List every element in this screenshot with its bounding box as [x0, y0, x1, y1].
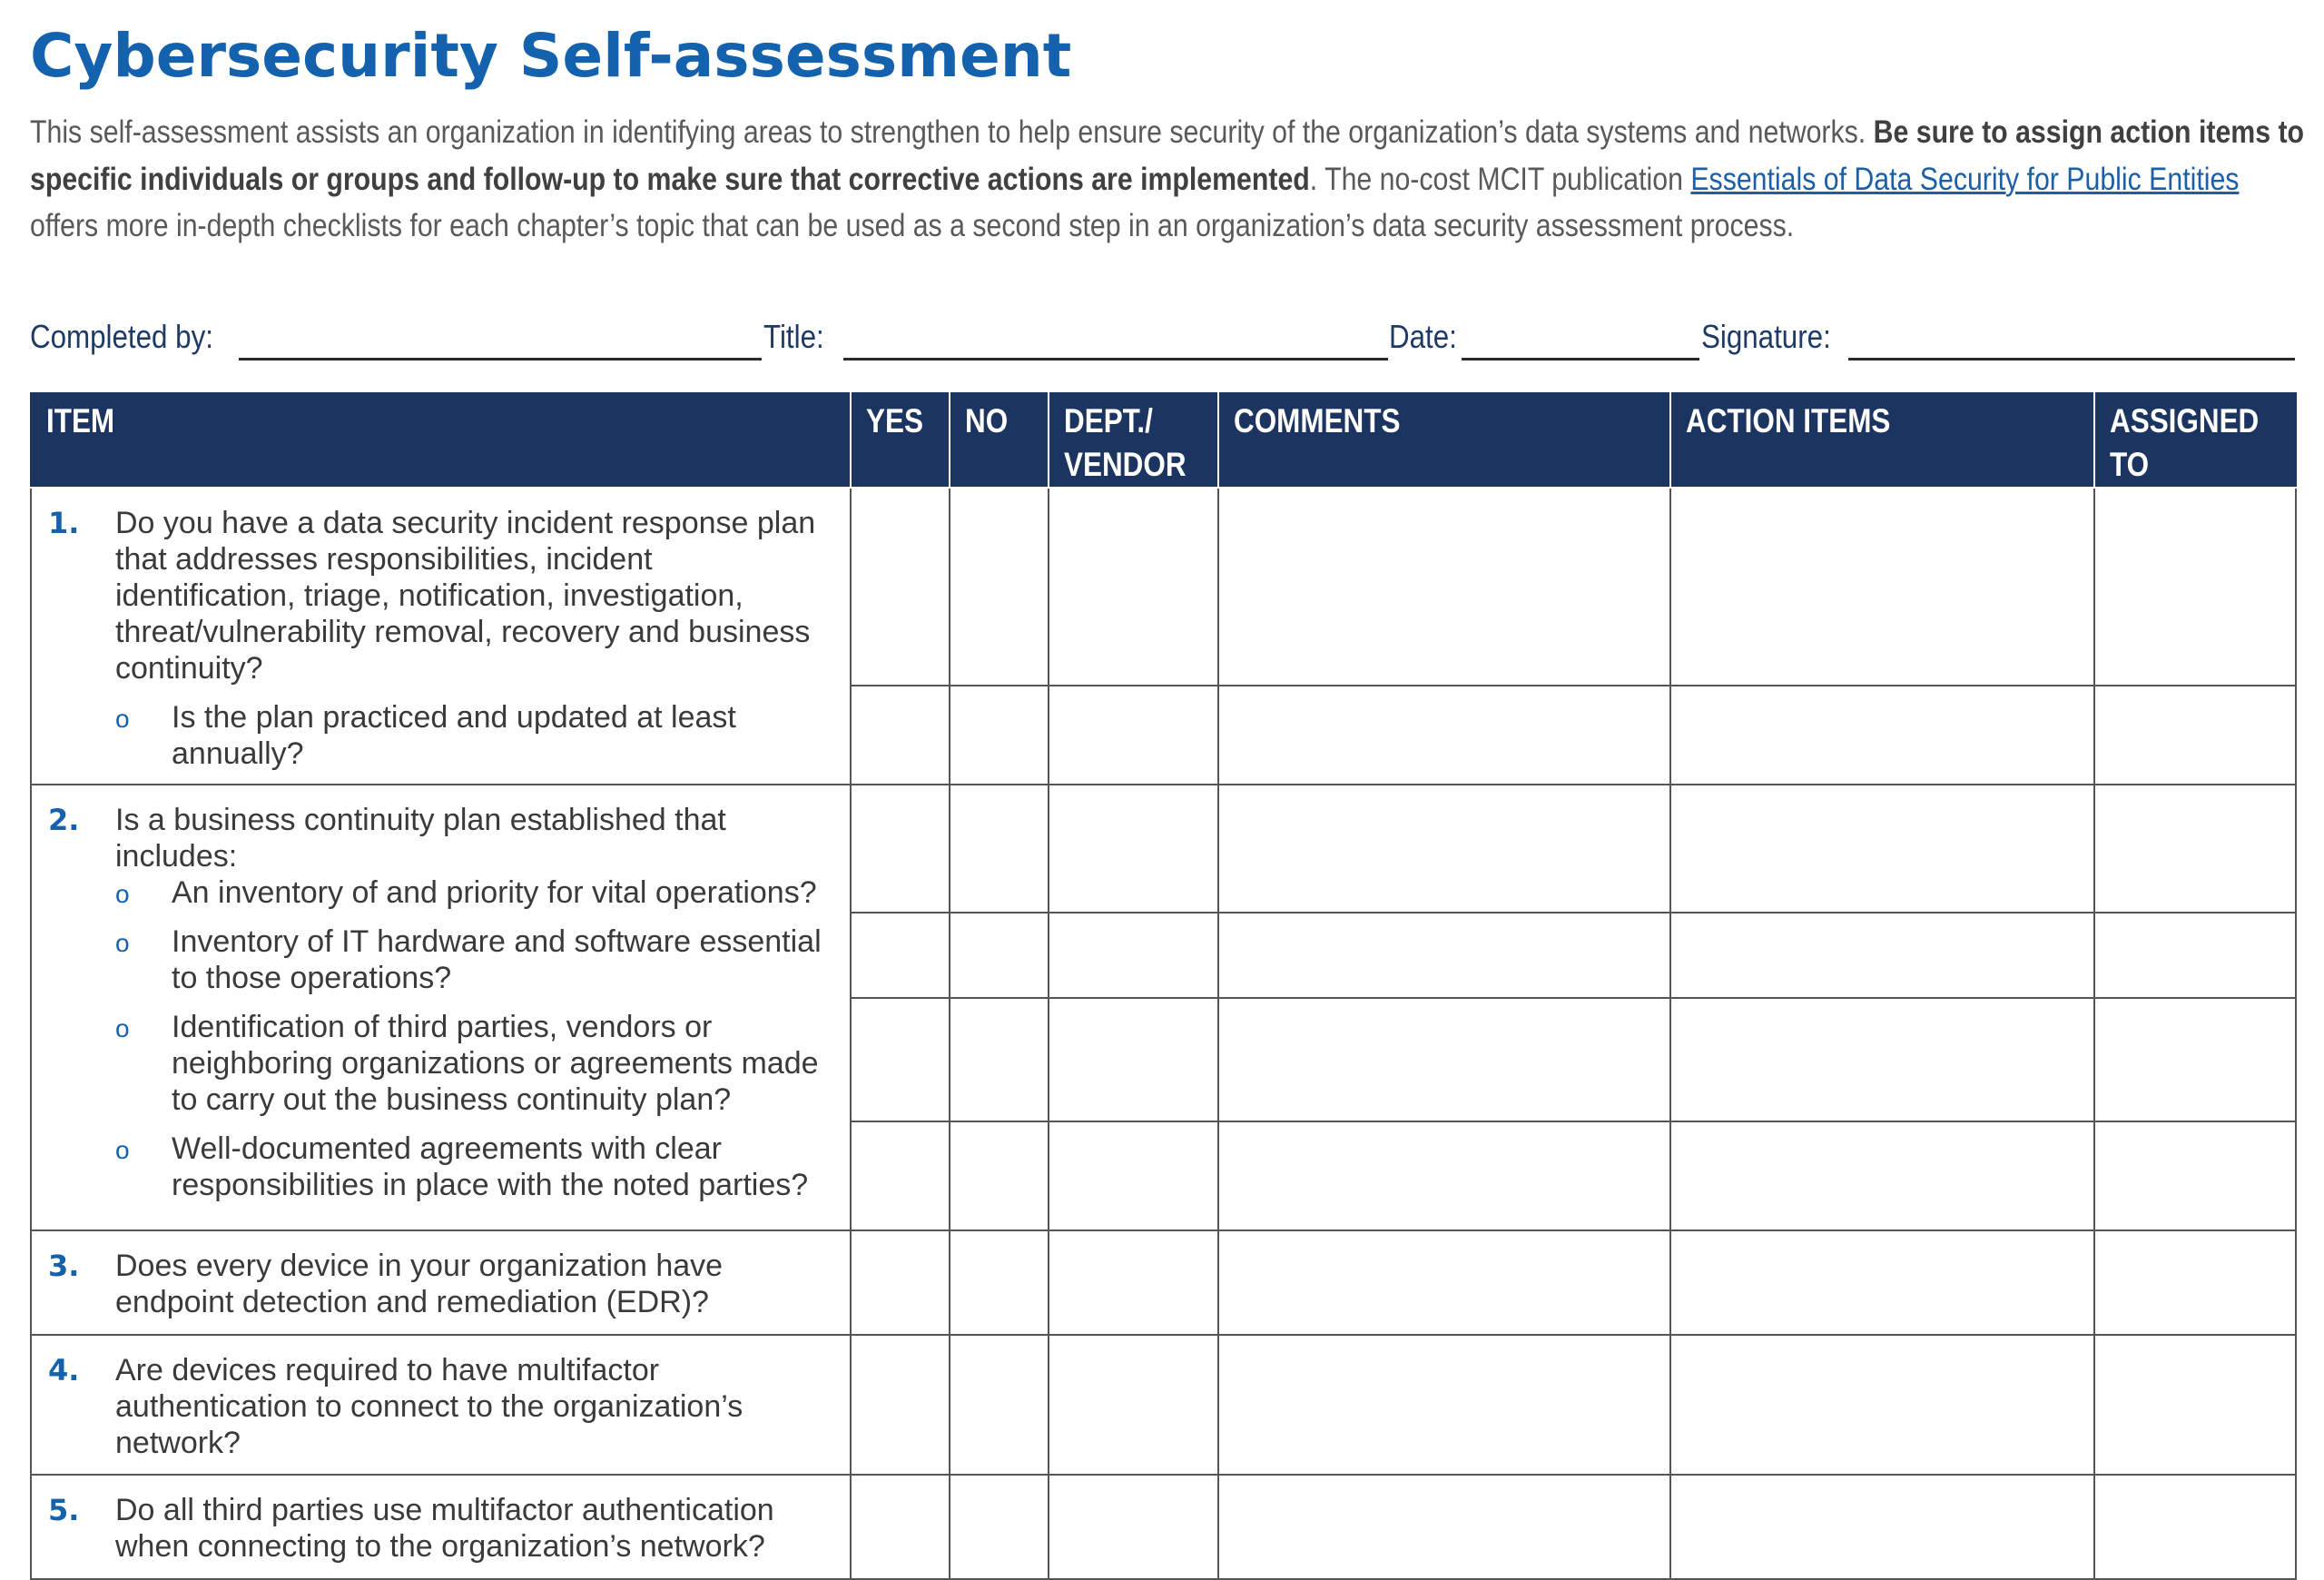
- question-2: [32, 802, 850, 874]
- question-1: [32, 505, 850, 686]
- sub-question-text: Inventory of IT hardware and software essential to those operations?: [172, 924, 822, 995]
- item-cell-q5: [31, 1475, 851, 1579]
- intro-text-2: . The no-cost MCIT publication: [1309, 161, 1691, 197]
- bullet-icon: o: [115, 1136, 130, 1164]
- question-number: 1.: [48, 506, 80, 540]
- dept-vendor-cell[interactable]: [1049, 488, 1218, 686]
- assigned-to-cell[interactable]: [2094, 1335, 2296, 1475]
- header-no: NO: [950, 393, 1049, 488]
- assigned-to-cell[interactable]: [2094, 488, 2296, 686]
- title-label: Title:: [763, 318, 824, 355]
- action-items-cell[interactable]: [1670, 1230, 2094, 1335]
- assessment-table: [30, 392, 2297, 1580]
- question-4: [32, 1352, 850, 1461]
- yes-cell[interactable]: [851, 1335, 950, 1475]
- question-2-sub-1: [32, 874, 850, 911]
- sub-question-text: Identification of third parties, vendors or neighboring organizations or agreements made to carry out the business continuity plan?: [172, 1010, 819, 1117]
- sub-question-text: Is the plan practiced and updated at least annually?: [172, 700, 736, 771]
- question-text: Is a business continuity plan established that includes:: [115, 803, 726, 874]
- intro-paragraph: [30, 109, 2304, 250]
- question-number: 4.: [48, 1353, 80, 1387]
- comments-cell[interactable]: [1218, 488, 1670, 686]
- assigned-to-cell[interactable]: [2094, 1121, 2296, 1230]
- question-3: [32, 1248, 850, 1320]
- assigned-to-cell[interactable]: [2094, 1230, 2296, 1335]
- question-number: 3.: [48, 1249, 80, 1283]
- sub-question-text: Well-documented agreements with clear responsibilities in place with the noted parties?: [172, 1131, 809, 1202]
- sub-question-text: An inventory of and priority for vital operations?: [172, 875, 817, 910]
- table-row: [31, 488, 2296, 686]
- header-assigned-to: ASSIGNED TO: [2094, 393, 2296, 488]
- question-2-sub-4: [32, 1131, 850, 1203]
- page-title: Cybersecurity Self-assessment: [30, 21, 1072, 91]
- header-item: ITEM: [31, 393, 851, 488]
- question-text: Does every device in your organization have endpoint detection and remediation (EDR)?: [115, 1249, 724, 1319]
- table-row: [31, 1475, 2296, 1579]
- action-items-cell[interactable]: [1670, 488, 2094, 686]
- yes-cell[interactable]: [851, 998, 950, 1121]
- dept-vendor-cell[interactable]: [1049, 913, 1218, 998]
- dept-vendor-cell[interactable]: [1049, 1335, 1218, 1475]
- question-5: [32, 1492, 850, 1565]
- intro-bold-text: Be sure to assign action items to specific individuals or groups and follow-up to make sure that corrective actions are implemented: [30, 114, 2305, 197]
- bullet-icon: o: [115, 929, 130, 957]
- question-1-sub-1: [32, 699, 850, 772]
- action-items-cell[interactable]: [1670, 913, 2094, 998]
- dept-vendor-cell[interactable]: [1049, 1475, 1218, 1579]
- comments-cell[interactable]: [1218, 1230, 1670, 1335]
- header-comments: COMMENTS: [1218, 393, 1670, 488]
- action-items-cell[interactable]: [1670, 1121, 2094, 1230]
- comments-cell[interactable]: [1218, 686, 1670, 785]
- comments-cell[interactable]: [1218, 785, 1670, 913]
- item-cell-q1: [31, 488, 851, 785]
- question-text: Are devices required to have multifactor authentication to connect to the organization’s network?: [115, 1353, 743, 1460]
- no-cell[interactable]: [950, 913, 1049, 998]
- item-cell-q3: [31, 1230, 851, 1335]
- signature-field[interactable]: [1848, 358, 2295, 360]
- dept-vendor-cell[interactable]: [1049, 998, 1218, 1121]
- bullet-icon: o: [115, 1014, 130, 1042]
- assigned-to-cell[interactable]: [2094, 998, 2296, 1121]
- no-cell[interactable]: [950, 785, 1049, 913]
- question-text: Do all third parties use multifactor authentication when connecting to the organization’s network?: [115, 1493, 774, 1564]
- no-cell[interactable]: [950, 1121, 1049, 1230]
- comments-cell[interactable]: [1218, 998, 1670, 1121]
- item-cell-q2: [31, 785, 851, 1230]
- action-items-cell[interactable]: [1670, 998, 2094, 1121]
- dept-vendor-cell[interactable]: [1049, 1230, 1218, 1335]
- date-field[interactable]: [1462, 358, 1699, 360]
- table-row: [31, 1335, 2296, 1475]
- assigned-to-cell[interactable]: [2094, 1475, 2296, 1579]
- date-label: Date:: [1389, 318, 1457, 355]
- completed-by-label: Completed by:: [30, 318, 213, 355]
- yes-cell[interactable]: [851, 686, 950, 785]
- no-cell[interactable]: [950, 998, 1049, 1121]
- completed-by-field[interactable]: [239, 358, 762, 360]
- question-number: 5.: [48, 1493, 80, 1527]
- dept-vendor-cell[interactable]: [1049, 785, 1218, 913]
- comments-cell[interactable]: [1218, 1475, 1670, 1579]
- yes-cell[interactable]: [851, 785, 950, 913]
- bullet-icon: o: [115, 705, 130, 733]
- no-cell[interactable]: [950, 1475, 1049, 1579]
- question-number: 2.: [48, 803, 80, 837]
- assigned-to-cell[interactable]: [2094, 686, 2296, 785]
- signature-label: Signature:: [1701, 318, 1831, 355]
- yes-cell[interactable]: [851, 1121, 950, 1230]
- question-2-sub-3: [32, 1009, 850, 1118]
- assigned-to-cell[interactable]: [2094, 785, 2296, 913]
- dept-vendor-cell[interactable]: [1049, 686, 1218, 785]
- yes-cell[interactable]: [851, 1230, 950, 1335]
- header-yes: YES: [851, 393, 950, 488]
- publication-link[interactable]: Essentials of Data Security for Public Entities: [1690, 161, 2240, 197]
- action-items-cell[interactable]: [1670, 1335, 2094, 1475]
- comments-cell[interactable]: [1218, 913, 1670, 998]
- no-cell[interactable]: [950, 686, 1049, 785]
- comments-cell[interactable]: [1218, 1121, 1670, 1230]
- question-text: Do you have a data security incident response plan that addresses responsibilities, incident identification, triage, notification, investigation, threat/vulnerability removal, recovery and business continuity?: [115, 506, 816, 686]
- yes-cell[interactable]: [851, 913, 950, 998]
- intro-text-3: offers more in-depth checklists for each chapter’s topic that can be used as a second step in an organization’s data security assessment process.: [30, 208, 1795, 243]
- no-cell[interactable]: [950, 1230, 1049, 1335]
- assigned-to-cell[interactable]: [2094, 913, 2296, 998]
- bullet-icon: o: [115, 880, 130, 908]
- comments-cell[interactable]: [1218, 1335, 1670, 1475]
- table-header-row: [31, 393, 2296, 488]
- action-items-cell[interactable]: [1670, 686, 2094, 785]
- title-field[interactable]: [843, 358, 1388, 360]
- yes-cell[interactable]: [851, 1475, 950, 1579]
- question-2-sub-2: [32, 923, 850, 996]
- table-row: [31, 1230, 2296, 1335]
- intro-text-1: This self-assessment assists an organization in identifying areas to strengthen to help ensure security of the organization’s data systems and networks.: [30, 114, 1874, 150]
- no-cell[interactable]: [950, 1335, 1049, 1475]
- table-row: [31, 785, 2296, 913]
- no-cell[interactable]: [950, 488, 1049, 686]
- action-items-cell[interactable]: [1670, 1475, 2094, 1579]
- dept-vendor-cell[interactable]: [1049, 1121, 1218, 1230]
- header-dept-vendor: DEPT./ VENDOR: [1049, 393, 1218, 488]
- header-action-items: ACTION ITEMS: [1670, 393, 2094, 488]
- item-cell-q4: [31, 1335, 851, 1475]
- yes-cell[interactable]: [851, 488, 950, 686]
- action-items-cell[interactable]: [1670, 785, 2094, 913]
- signoff-line: [30, 318, 2295, 363]
